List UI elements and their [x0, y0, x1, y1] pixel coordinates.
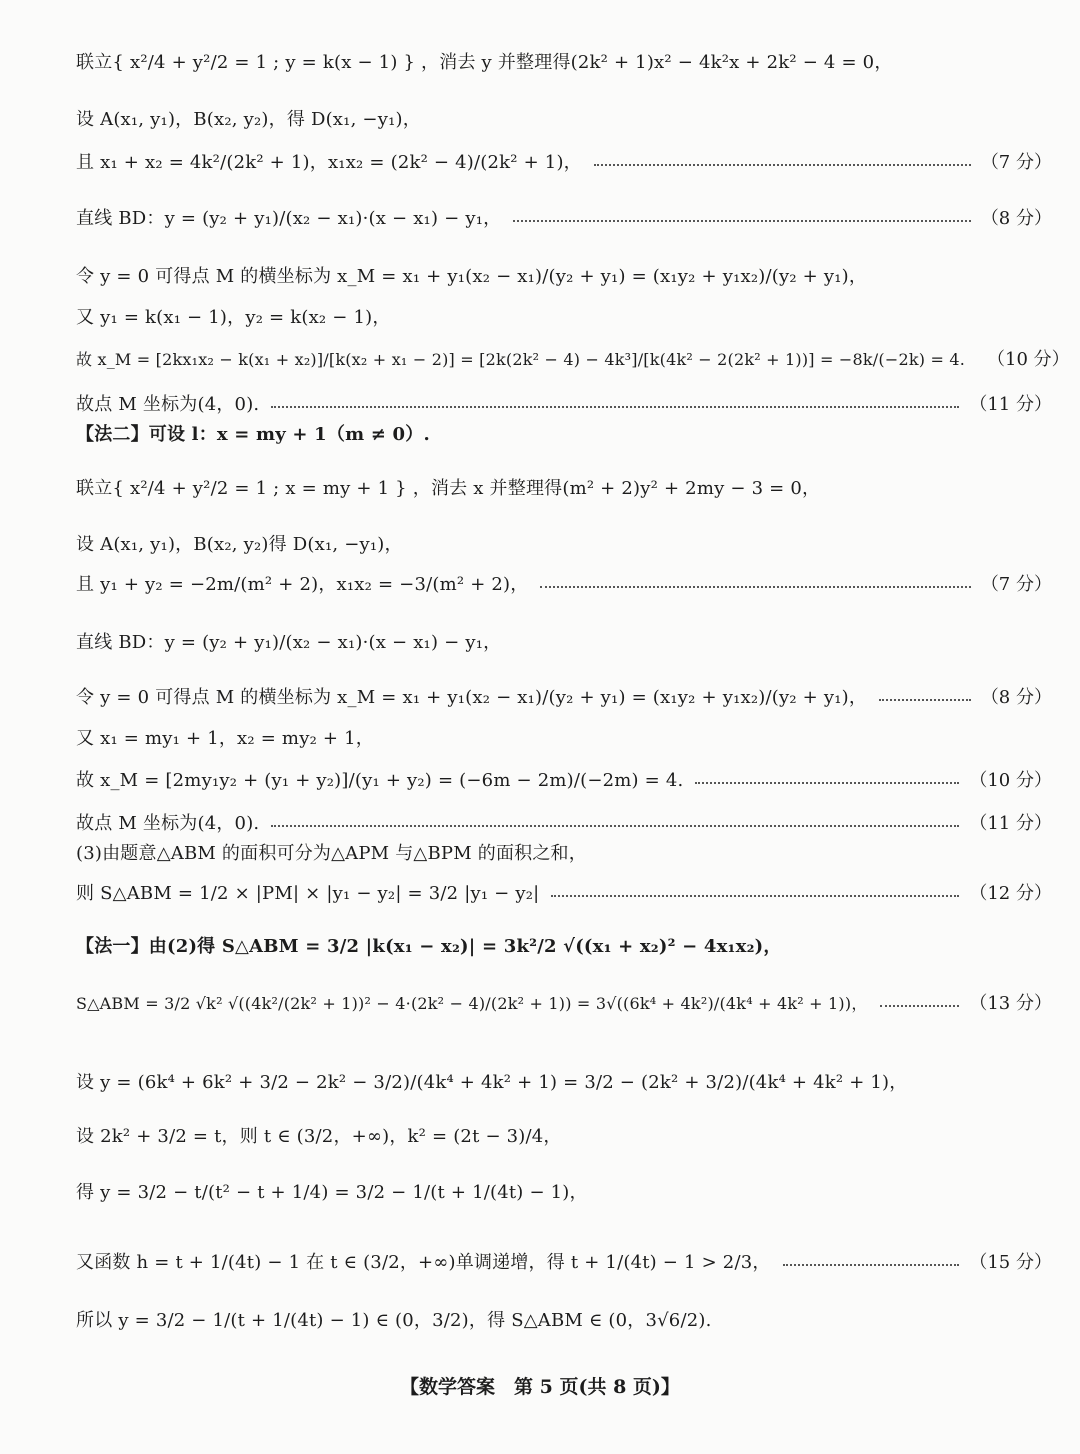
- line-text: 所以 y = 3/2 − 1/(t + 1/(4t) − 1) ∈ (0，3/2)，得 S△ABM ∈ (0，3√6/2).: [76, 1310, 712, 1331]
- method-two-heading: [76, 420, 1052, 446]
- line-5: [76, 262, 1052, 288]
- line-text: (3)由题意△ABM 的面积可分为△APM 与△BPM 的面积之和，: [76, 843, 587, 864]
- leader-dots: [271, 825, 959, 827]
- score-label: （8 分）: [980, 687, 1052, 708]
- line-text: S△ABM = 3/2 √k² √((4k²/(2k² + 1))² − 4·(2k² − 4)/(2k² + 1)) = 3√((6k⁴ + 4k²)/(4k⁴ + 4k² + 1))，: [76, 993, 868, 1013]
- line-text: 故 x_M = [2my₁y₂ + (y₁ + y₂)]/(y₁ + y₂) = (−6m − 2m)/(−2m) = 4.: [76, 770, 684, 791]
- line-15: [76, 724, 1052, 750]
- leader-dots: [783, 1264, 960, 1266]
- line-text: 且 y₁ + y₂ = −2m/(m² + 2)，x₁x₂ = −3/(m² + 2)，: [76, 574, 529, 595]
- score-label: （10 分）: [987, 349, 1070, 370]
- score-label: （8 分）: [980, 208, 1052, 229]
- line-text: 设 A(x₁, y₁)，B(x₂, y₂)得 D(x₁, −y₁)，: [76, 534, 403, 555]
- score-label: （12 分）: [969, 883, 1052, 904]
- score-label: （11 分）: [969, 813, 1052, 834]
- leader-dots: [271, 406, 959, 408]
- line-17: [76, 809, 1052, 835]
- line-13: [76, 628, 1052, 654]
- line-text: 得 y = 3/2 − t/(t² − t + 1/4) = 3/2 − 1/(t + 1/(4t) − 1)，: [76, 1182, 588, 1203]
- line-8: [76, 390, 1052, 416]
- line-text: 故点 M 坐标为(4，0).: [76, 813, 260, 834]
- line-text: 故点 M 坐标为(4，0).: [76, 394, 260, 415]
- line-text: 则 S△ABM = 1/2 × |PM| × |y₁ − y₂| = 3/2 |y₁ − y₂|: [76, 883, 540, 904]
- line-text: 【法一】由(2)得 S△ABM = 3/2 |k(x₁ − x₂)| = 3k²/2 √((x₁ + x₂)² − 4x₁x₂)，: [76, 936, 782, 957]
- score-label: （13 分）: [969, 993, 1052, 1014]
- line-1: [76, 48, 1052, 74]
- leader-dots: [551, 895, 959, 897]
- line-text: 设 A(x₁, y₁)，B(x₂, y₂)，得 D(x₁, −y₁)，: [76, 109, 421, 130]
- method-one-heading: [76, 932, 1052, 958]
- line-18: [76, 839, 1052, 865]
- line-text: 联立{ x²/4 + y²/2 = 1 ; x = my + 1 } ，消去 x 并整理得(m² + 2)y² + 2my − 3 = 0，: [76, 478, 821, 499]
- leader-dots: [513, 220, 971, 222]
- line-text: 直线 BD：y = (y₂ + y₁)/(x₂ − x₁)·(x − x₁) − y₁，: [76, 208, 502, 229]
- line-text: 又函数 h = t + 1/(4t) − 1 在 t ∈ (3/2，+∞)单调递增，得 t + 1/(4t) − 1 > 2/3，: [76, 1252, 771, 1273]
- line-text: 且 x₁ + x₂ = 4k²/(2k² + 1)，x₁x₂ = (2k² − 4)/(2k² + 1)，: [76, 152, 582, 173]
- line-24: [76, 1178, 1052, 1204]
- line-7: [76, 345, 1070, 371]
- score-label: （7 分）: [980, 574, 1052, 595]
- line-11: [76, 530, 1052, 556]
- leader-dots: [594, 164, 971, 166]
- line-text: 又 y₁ = k(x₁ − 1)，y₂ = k(x₂ − 1)，: [76, 307, 391, 328]
- leader-dots: [880, 1005, 960, 1007]
- line-22: [76, 1068, 1052, 1094]
- line-3: [76, 148, 1052, 174]
- line-14: [76, 683, 1052, 709]
- line-text: 又 x₁ = my₁ + 1，x₂ = my₂ + 1，: [76, 728, 374, 749]
- line-text: 联立{ x²/4 + y²/2 = 1 ; y = k(x − 1) } ，消去 y 并整理得(2k² + 1)x² − 4k²x + 2k² − 4 = 0，: [76, 52, 893, 73]
- line-19: [76, 879, 1052, 905]
- line-16: [76, 766, 1052, 792]
- leader-dots: [879, 699, 971, 701]
- score-label: （15 分）: [969, 1252, 1052, 1273]
- line-text: 故 x_M = [2kx₁x₂ − k(x₁ + x₂)]/[k(x₂ + x₁ − 2)] = [2k(2k² − 4) − 4k³]/[k(4k² − 2(2k² + 1))] = −8k/(−2k) = 4.: [76, 349, 966, 369]
- line-25: [76, 1248, 1052, 1274]
- leader-dots: [540, 586, 970, 588]
- line-text: 令 y = 0 可得点 M 的横坐标为 x_M = x₁ + y₁(x₂ − x₁)/(y₂ + y₁) = (x₁y₂ + y₁x₂)/(y₂ + y₁)，: [76, 687, 868, 708]
- line-text: 【法二】可设 l：x = my + 1（m ≠ 0）.: [76, 424, 430, 445]
- line-10: [76, 474, 1052, 500]
- line-26: [76, 1306, 1052, 1332]
- page-footer: 【数学答案 第 5 页(共 8 页)】: [400, 1376, 680, 1398]
- score-label: （10 分）: [969, 770, 1052, 791]
- score-label: （11 分）: [969, 394, 1052, 415]
- leader-dots: [695, 782, 959, 784]
- line-21: [76, 989, 1052, 1015]
- line-text: 直线 BD：y = (y₂ + y₁)/(x₂ − x₁)·(x − x₁) − y₁，: [76, 632, 502, 653]
- line-12: [76, 570, 1052, 596]
- line-text: 令 y = 0 可得点 M 的横坐标为 x_M = x₁ + y₁(x₂ − x₁)/(y₂ + y₁) = (x₁y₂ + y₁x₂)/(y₂ + y₁)，: [76, 266, 868, 287]
- line-text: 设 2k² + 3/2 = t，则 t ∈ (3/2，+∞)，k² = (2t − 3)/4，: [76, 1126, 562, 1147]
- line-text: 设 y = (6k⁴ + 6k² + 3/2 − 2k² − 3/2)/(4k⁴ + 4k² + 1) = 3/2 − (2k² + 3/2)/(4k⁴ + 4k² + 1)，: [76, 1072, 908, 1093]
- line-23: [76, 1122, 1052, 1148]
- line-4: [76, 204, 1052, 230]
- score-label: （7 分）: [980, 152, 1052, 173]
- line-2: [76, 105, 1052, 131]
- line-6: [76, 303, 1052, 329]
